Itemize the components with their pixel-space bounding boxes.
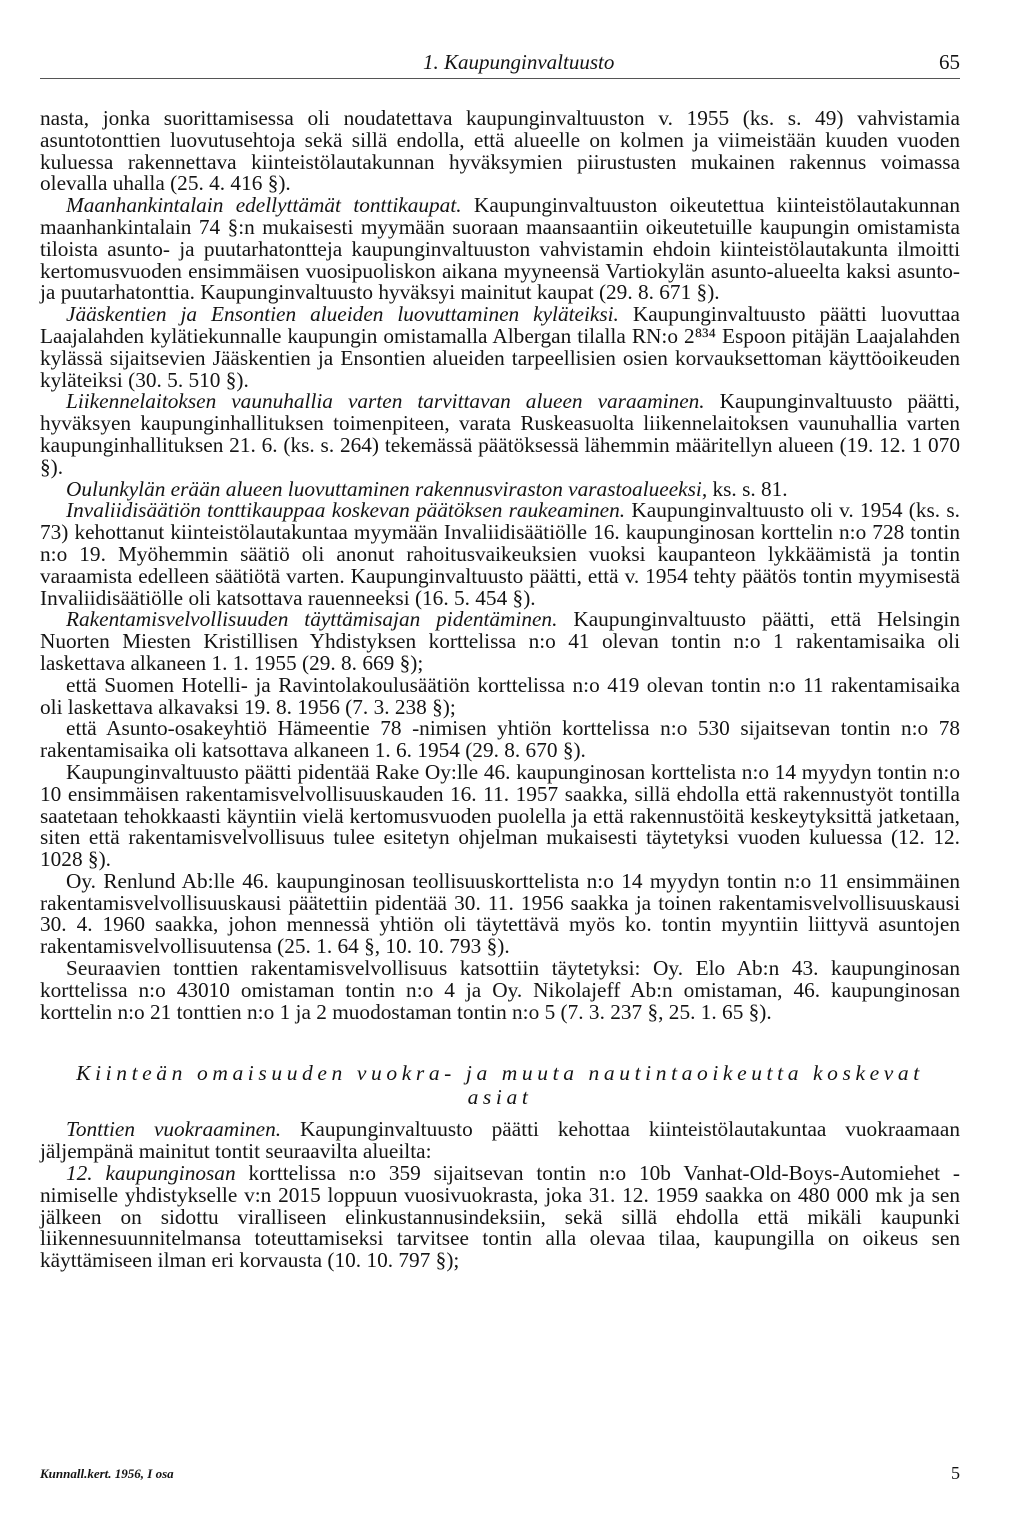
paragraph [40,868,960,959]
paragraph-text: Kaupunginvaltuusto oli v. 1954 (ks. s. 73) kehottanut kiinteistölautakuntaa myymään Invaliidisäätiölle 16. kaupunginosan korttelin n:o 728 tontin n:o 19. Myöhemmin säätiö oli anonut rahoitusvaikeuksien vuoksi kaupanteon lykkäämistä ja tontin varaamista edelleen säätiötä varten. Kaupunginvaltuusto päätti, että v. 1954 tehty päätös tontin myymisestä Invaliidisäätiölle oli katsottava rauenneeksi (16. 5. 454 §). [40,498,960,610]
paragraph-heading: Oulunkylän erään alueen luovuttaminen rakennusviraston varastoalueeksi, [66,476,708,501]
paragraph [40,718,960,762]
paragraph-heading: Jääskentien ja Ensontien alueiden luovuttaminen kyläteiksi. [66,302,619,327]
paragraph [40,672,960,719]
paragraph-text: Kaupunginvaltuusto päätti, että Helsingin Nuorten Miesten Kristillisen Yhdistyksen korttelissa n:o 41 olevan tontin n:o 1 rakentamisaika oli laskettava alkaneen 1. 1. 1955 (29. 8. 669 §); [40,607,960,675]
header-title: 1. Kaupunginvaltuusto [423,50,615,74]
paragraph-text: Seuraavien tonttien rakentamisvelvollisuus katsottiin täytetyksi: Oy. Elo Ab:n 43. kaupunginosan korttelissa n:o 43010 omistaman tontin n:o 4 ja Oy. Nikolajeff Ab:n omistaman, 46. kaupunginosan korttelin n:o 21 tonttien n:o 1 ja 2 muodostaman tontin n:o 5 (7. 3. 237 §, 25. 1. 65 §). [40,956,960,1024]
section-title: Kiinteän omaisuuden vuokra- ja muuta nautintaoikeutta koskevat asiat [76,1061,924,1110]
paragraph-heading: Rakentamisvelvollisuuden täyttämisajan pidentäminen. [66,607,558,632]
paragraph [40,500,960,609]
paragraph [40,1119,960,1163]
running-footer [40,1463,960,1485]
paragraph-text: Kaupunginvaltuusto päätti pidentää Rake Oy:lle 46. kaupunginosan korttelista n:o 14 myydyn tontin n:o 10 ensimmäisen rakentamisvelvollisuuskauden 16. 11. 1957 saakka, sillä ehdolla että rakennustyöt tontilla saatetaan tehokkaasti käyntiin vielä kertomusvuoden puolella ja että rakennustöitä keskeytyksittä jatketaan, siten että rakentamisvelvollisuus tulee esitetyn ohjelman mukaisesti täytetyksi vuoden kuluessa (12. 12. 1028 §). [40,759,960,872]
paragraph-text: Oy. Renlund Ab:lle 46. kaupunginosan teollisuuskorttelista n:o 14 myydyn tontin n:o 11 ensimmäinen rakentamisvelvollisuuskausi päätettiin pidentää 30. 11. 1956 saakka ja toinen rakentamisvelvollisuuskausi 30. 4. 1960 saakka, johon mennessä yhtiön oli täytettävä myös ko. tontin myyntiin liittyvä asuntojen rakentamisvelvollisuutensa (25. 1. 64 §, 10. 10. 793 §). [40,868,960,959]
page-number: 65 [939,50,960,74]
page-body [40,108,960,1272]
paragraph-text: Kaupunginvaltuusto päätti luovuttaa Laajalahden kylätiekunnalle kaupungin omistamalla Albergan tilalla RN:o 2⁸³⁴ Espoon pitäjän Laajalahden kylässä sijaitsevien Jääskentien ja Ensontien alueiden tarpeellisien osien korvauksettoman käyttöoikeuden kyläteiksi (30. 5. 510 §). [40,302,960,392]
paragraph-text: että Asunto-osakeyhtiö Hämeentie 78 -nimisen yhtiön korttelissa n:o 530 sijaitsevan tontin n:o 78 rakentamisaika oli katsottava alkaneen 1. 6. 1954 (29. 8. 670 §). [40,716,960,763]
footer-source: Kunnall.kert. 1956, I osa [40,1466,174,1481]
paragraph [40,304,960,391]
paragraph-heading: Liikennelaitoksen vaunuhallia varten tarvittavan alueen varaaminen. [66,389,705,414]
paragraph-text: ks. s. 81. [707,476,788,501]
paragraph [40,1163,960,1272]
paragraph-text: korttelissa n:o 359 sijaitsevan tontin n:o 10b Vanhat-Old-Boys-Automiehet -nimiselle yhdistykselle v:n 2015 loppuun vuosivuokrasta, joka 31. 12. 1959 saakka on 480 000 mk ja sen jälkeen on sidottu viralliseen elinkustannusindeksiin, sekä sillä ehdolla että mikäli kaupunki liikennesuunnitelmansa toteuttamiseksi tarvitsee tontin alla olevaa tilaa, kaupungilla on oikeus sen käyttämiseen ilman eri korvausta (10. 10. 797 §); [40,1161,960,1273]
paragraph-heading: Maanhankintalain edellyttämät tonttikaupat. [66,193,462,218]
paragraph [40,476,960,501]
paragraph-heading: Invaliidisäätiön tonttikauppaa koskevan päätöksen raukeaminen. [66,498,626,523]
header-rule [40,78,960,79]
paragraph-text: Kaupunginvaltuusto päätti, hyväksyen kaupunginhallituksen toimenpiteen, varata Ruskeasuolta liikennelaitoksen vaunuhallia varten kaupunginhallituksen 21. 6. (ks. s. 264) tekemässä päätöksessä lähemmin määritellyn alueen (19. 12. 1 070 §). [40,389,960,479]
paragraph-text: Kaupunginvaltuuston oikeutettua kiinteistölautakunnan maanhankintalain 74 §:n mukaisesti myymään suoraan maansaantiin oikeutetuille kaupungin omistamista tiloista asunto- ja puutarhatontteja kaupunginvaltuuston vahvistamin ehdoin kiinteistölautakunta ilmoitti kertomusvuoden ensimmäisen vuosipuoliskon aikana myyneensä Vartiokylän asunto-alueelta kaksi asunto- ja puutarhatonttia. Kaupunginvaltuusto hyväksyi mainitut kaupat (29. 8. 671 §). [40,193,960,305]
paragraph [40,958,960,1023]
paragraph [40,108,960,195]
paragraph-text: nasta, jonka suorittamisessa oli noudatettava kaupunginvaltuuston v. 1955 (ks. s. 49) vahvistamia asuntotonttien luovutusehtoja sekä sillä endolla, että alueelle on kolmen ja viimeistään kuuden vuoden kuluessa rakennettava kiinteistölautakunnan hyväksymien piirustusten mukainen rakennus voimassa olevalla uhalla (25. 4. 416 §). [40,106,960,196]
paragraph [40,759,960,872]
paragraph-heading: 12. kaupunginosan [66,1161,236,1186]
running-header [40,50,960,82]
signature-mark: 5 [951,1463,960,1483]
paragraph [40,391,960,478]
paragraph [40,195,960,304]
paragraph-heading: Tonttien vuokraaminen. [66,1117,282,1142]
paragraph-text: Kaupunginvaltuusto päätti kehottaa kiinteistölautakuntaa vuokraamaan jäljempänä mainitut tontit seuraavilta alueilta: [40,1117,960,1164]
paragraph [40,609,960,674]
paragraph-text: että Suomen Hotelli- ja Ravintolakoulusäätiön korttelissa n:o 419 olevan tontin n:o 11 rakentamisaika oli laskettava alkavaksi 19. 8. 1956 (7. 3. 238 §); [40,672,960,719]
